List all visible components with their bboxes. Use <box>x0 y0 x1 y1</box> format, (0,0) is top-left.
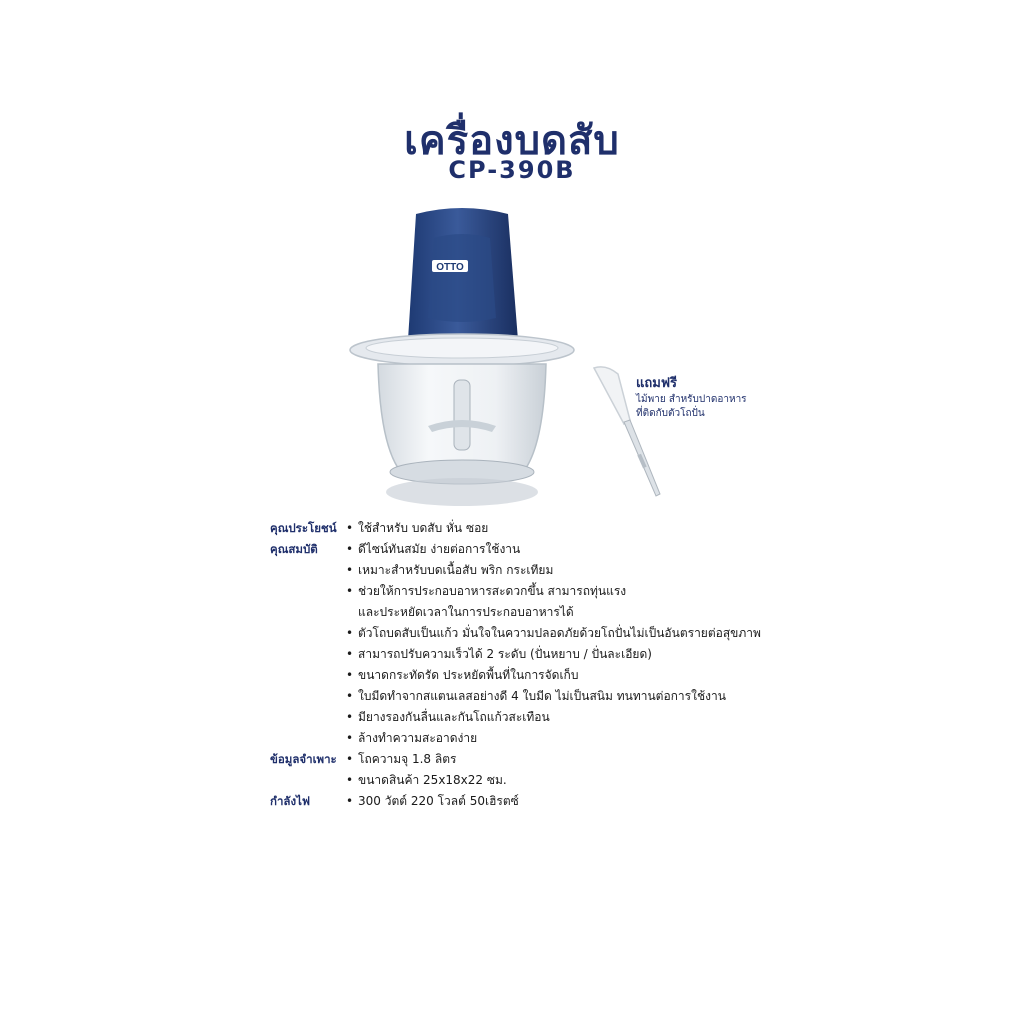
spec-item: • ใช้สำหรับ บดสับ หั่น ซอย <box>346 518 830 539</box>
freebie-line: ที่ติดกับตัวโถปั่น <box>636 408 705 419</box>
freebie-line: ไม้พาย สำหรับปาดอาหาร <box>636 394 747 405</box>
spec-row-benefits <box>270 518 830 539</box>
spec-item: • 300 วัตต์ 220 โวลต์ 50เฮิรตซ์ <box>346 791 830 812</box>
spec-item: • โถความจุ 1.8 ลิตร <box>346 749 830 770</box>
spec-row-specifications <box>270 749 830 791</box>
chopper-image <box>346 200 578 510</box>
spec-list <box>270 518 830 812</box>
freebie-note <box>636 372 836 421</box>
spec-row-power <box>270 791 830 812</box>
spec-item: • เหมาะสำหรับบดเนื้อสับ พริก กระเทียม <box>346 560 830 581</box>
product-title: เครื่องบดสับ <box>404 118 620 164</box>
spec-item: • ใบมีดทำจากสแตนเลสอย่างดี 4 ใบมีด ไม่เป็นสนิม ทนทานต่อการใช้งาน <box>346 686 830 707</box>
spec-item: • ช่วยให้การประกอบอาหารสะดวกขึ้น สามารถทุ่นแรง <box>346 581 830 602</box>
spec-label: กำลังไฟ <box>270 794 311 808</box>
spec-item: และประหยัดเวลาในการประกอบอาหารได้ <box>358 605 574 619</box>
spec-item: • สามารถปรับความเร็วได้ 2 ระดับ (ปั่นหยาบ / ปั่นละเอียด) <box>346 644 830 665</box>
spec-row-features <box>270 539 830 749</box>
product-model: CP-390B <box>448 156 576 184</box>
spec-label: คุณสมบัติ <box>270 542 318 556</box>
spec-label: ข้อมูลจำเพาะ <box>270 752 337 766</box>
otto-logo-text: OTTO <box>436 262 464 273</box>
spec-item: • ขนาดสินค้า 25x18x22 ซม. <box>346 770 830 791</box>
spec-item: • ขนาดกระทัดรัด ประหยัดพื้นที่ในการจัดเก็บ <box>346 665 830 686</box>
spec-label: คุณประโยชน์ <box>270 521 337 535</box>
spec-item: • ล้างทำความสะอาดง่าย <box>346 728 830 749</box>
spec-item: • มียางรองกันลื่นและกันโถแก้วสะเทือน <box>346 707 830 728</box>
spec-item: • ดีไซน์ทันสมัย ง่ายต่อการใช้งาน <box>346 539 830 560</box>
freebie-title: แถมฟรี <box>636 376 678 391</box>
spec-item: • ตัวโถบดสับเป็นแก้ว มั่นใจในความปลอดภัยด้วยโถปั่นไม่เป็นอันตรายต่อสุขภาพ <box>346 623 830 644</box>
